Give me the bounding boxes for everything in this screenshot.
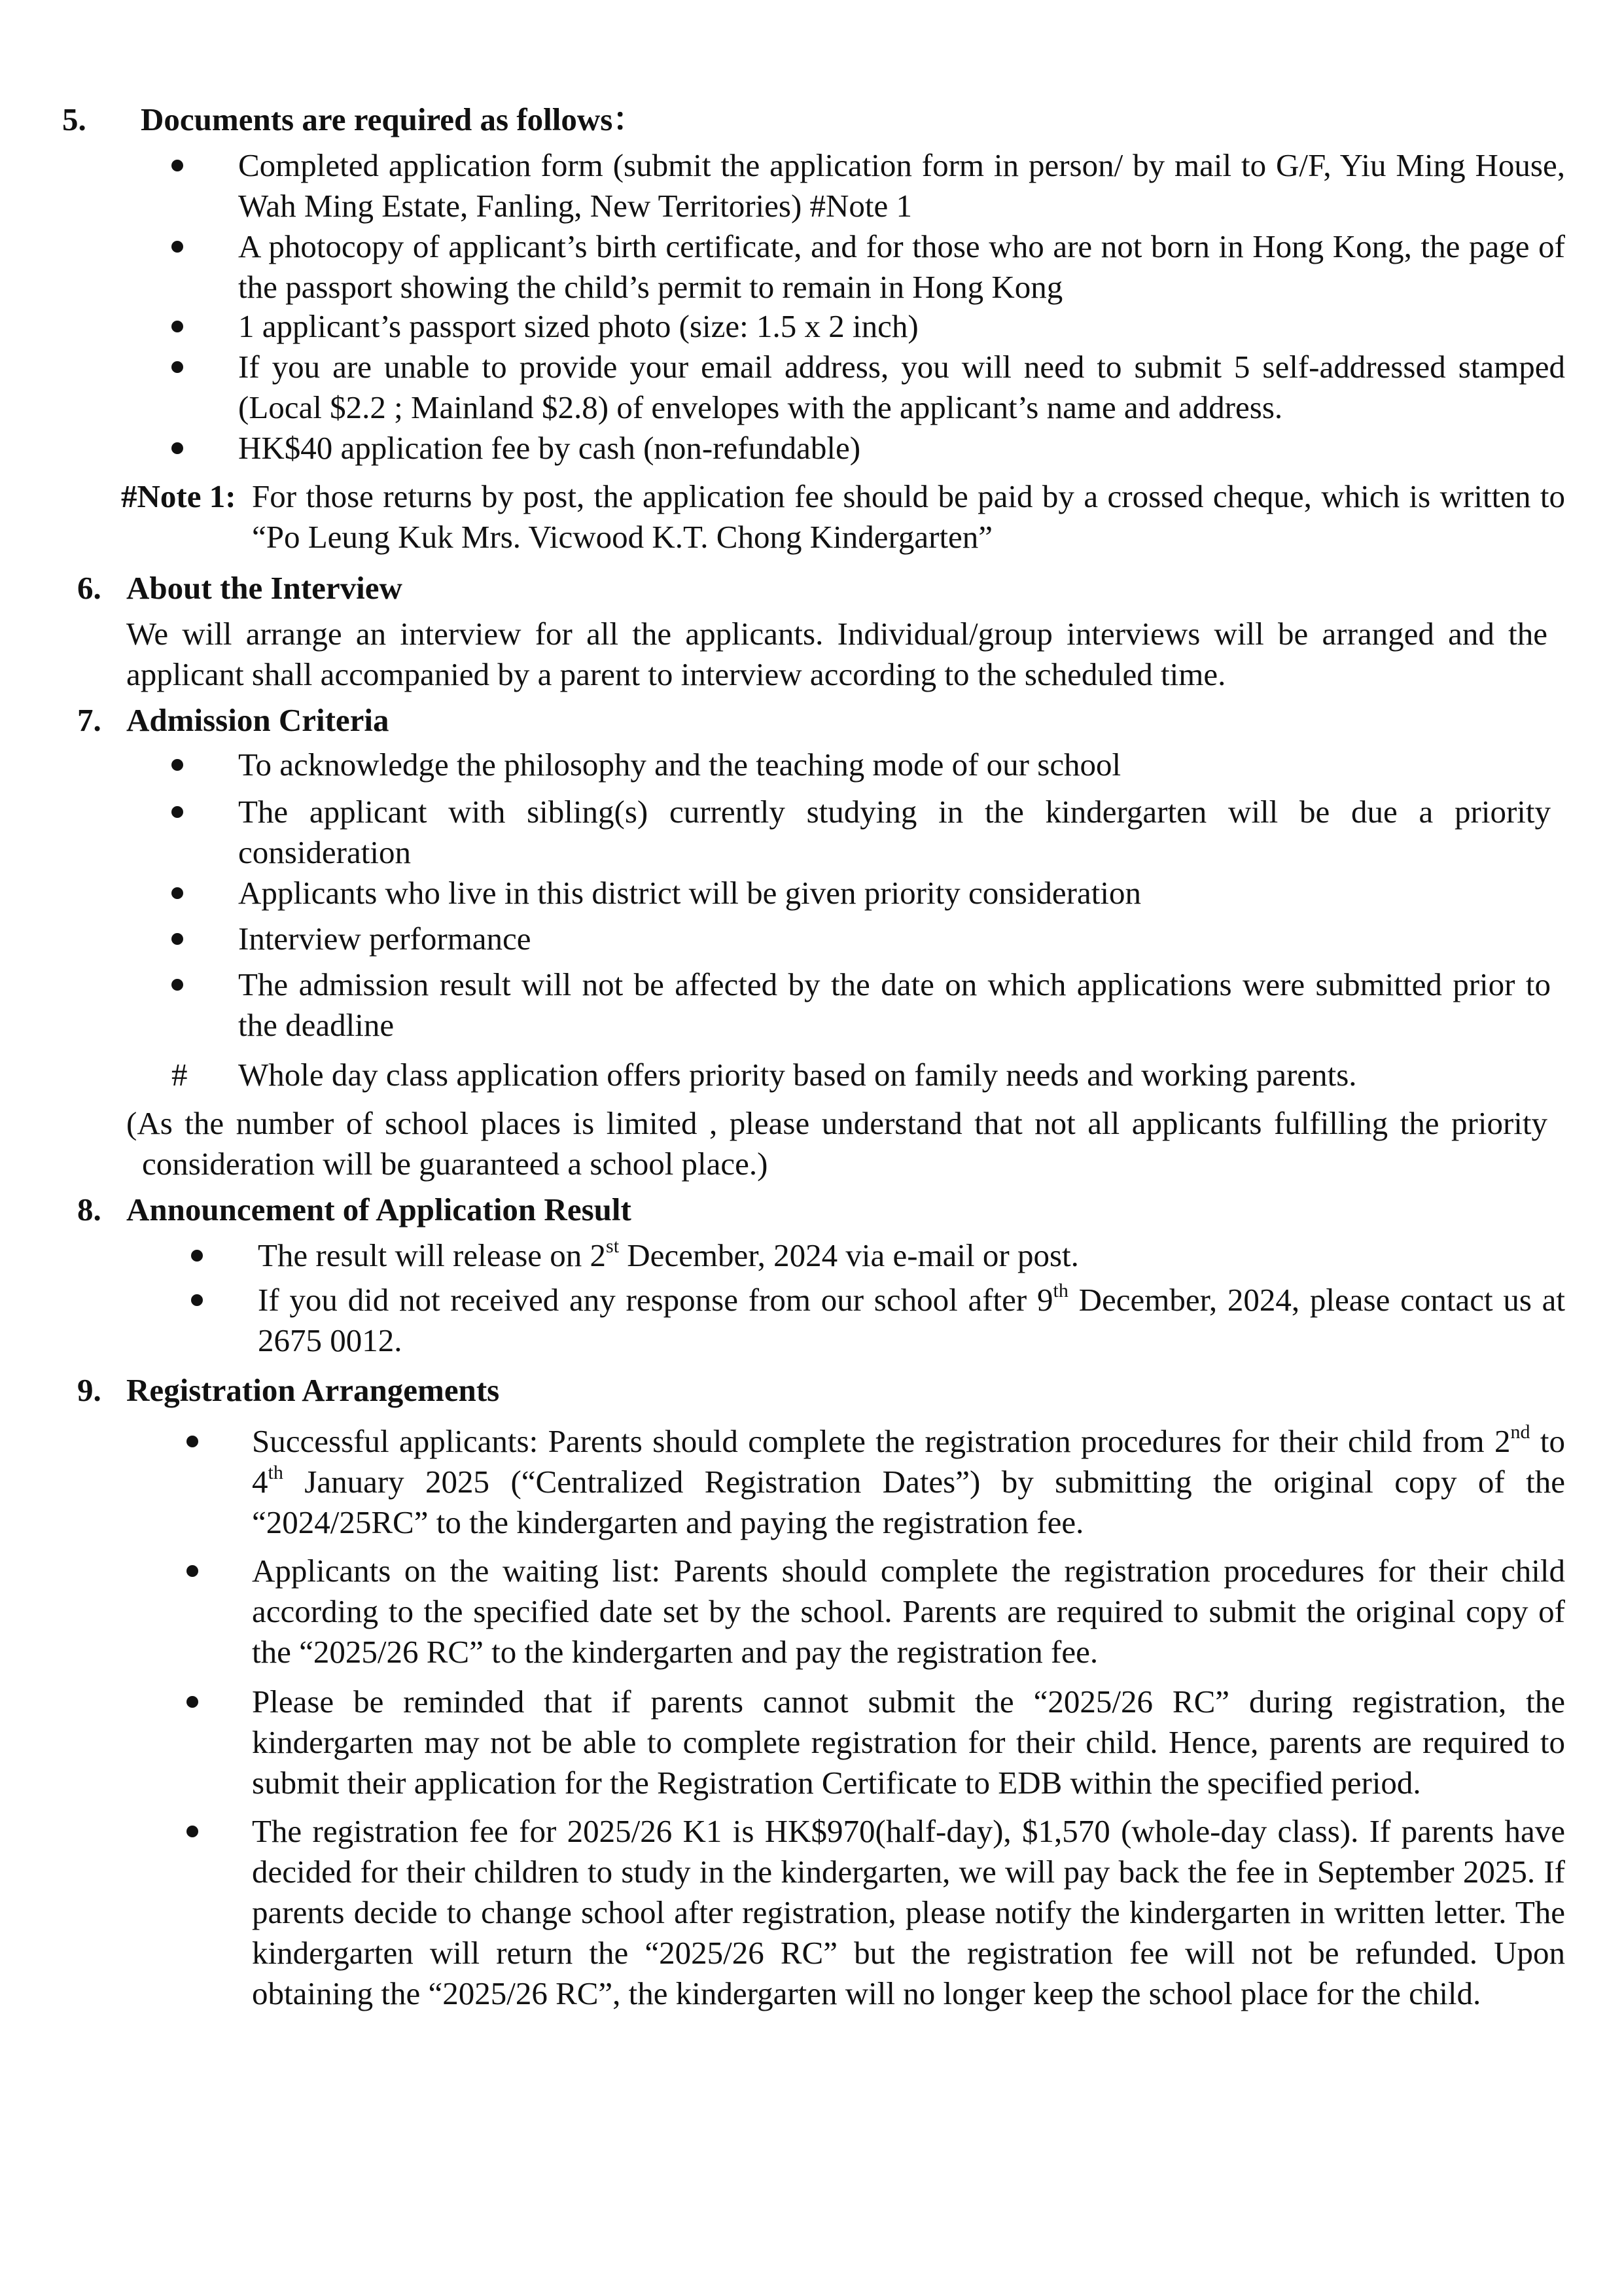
section-number: 5. <box>62 101 86 137</box>
section-title: Admission Criteria <box>126 702 389 738</box>
list-item-text: A photocopy of applicant’s birth certificate, and for those who are not born in Hong Kong, the page of the passport showing the child’s permit to remain in Hong Kong <box>238 228 1565 305</box>
list-item-text: Applicants who live in this district will be given priority consideration <box>238 875 1141 911</box>
section-number: 8. <box>77 1192 101 1227</box>
bullet-icon <box>171 979 183 991</box>
bullet-icon <box>191 1250 203 1262</box>
list-item-text: Please be reminded that if parents cannot submit the “2025/26 RC” during registration, the kindergarten may not be able to complete registration for their child. Hence, parents are required to submit their application for the Registration Certificate to EDB within the specified period. <box>252 1684 1565 1801</box>
whole-day-note-text: Whole day class application offers priority based on family needs and working parents. <box>238 1057 1357 1093</box>
bullet-icon <box>186 1696 198 1708</box>
list-item-text: Applicants on the waiting list: Parents should complete the registration procedures for their child according to the specified date set by the school. Parents are required to submit the original copy of the “2025/26 RC” to the kindergarten and pay the registration fee. <box>252 1553 1565 1670</box>
section-title: Announcement of Application Result <box>126 1192 631 1227</box>
list-item-text: 1 applicant’s passport sized photo (size: 1.5 x 2 inch) <box>238 308 919 344</box>
list-item-text: To acknowledge the philosophy and the teaching mode of our school <box>238 747 1121 783</box>
section-title: Documents are required as follows： <box>141 101 645 137</box>
section-5-heading <box>62 99 847 140</box>
note-label: #Note 1: <box>121 478 236 514</box>
section-7-heading <box>77 700 862 741</box>
section-title: Registration Arrangements <box>126 1372 500 1408</box>
places-remark <box>126 1103 1547 1184</box>
bullet-icon <box>186 1436 198 1447</box>
bullet-icon <box>171 160 183 171</box>
section-8-heading <box>77 1190 862 1230</box>
list-item-text: The applicant with sibling(s) currently studying in the kindergarten will be due a priority consideration <box>238 794 1551 870</box>
hash-symbol: # <box>171 1057 188 1093</box>
bullet-icon <box>171 442 183 454</box>
list-item-text: The result will release on 2st December, 2024 via e-mail or post. <box>258 1235 1079 1273</box>
bullet-icon <box>171 933 183 945</box>
list-item-text: Interview performance <box>238 921 531 957</box>
note-text: For those returns by post, the application fee should be paid by a crossed cheque, which is written to “Po Leung Kuk Mrs. Vicwood K.T. Chong Kindergarten” <box>252 478 1565 555</box>
places-remark-text: (As the number of school places is limited , please understand that not all applicants fulfilling the priority consideration will be guaranteed a school place.) <box>126 1105 1547 1182</box>
section-6-heading <box>77 568 862 609</box>
list-item-text: Successful applicants: Parents should complete the registration procedures for their child from 2nd to 4th January 2025 (“Centralized Registration Dates”) by submitting the original copy of the “2024/25RC” to the kindergarten and paying the registration fee. <box>252 1421 1565 1540</box>
list-item-text: The admission result will not be affected by the date on which applications were submitted prior to the deadline <box>238 966 1551 1043</box>
list-item-text: HK$40 application fee by cash (non-refundable) <box>238 430 861 466</box>
bullet-icon <box>171 887 183 899</box>
bullet-icon <box>171 361 183 373</box>
list-item-text: The registration fee for 2025/26 K1 is HK$970(half-day), $1,570 (whole-day class). If parents have decided for their children to study in the kindergarten, we will pay back the fee in September 2025. If parents decide to change school after registration, please notify the kindergarten in written letter. The kindergarten will return the “2025/26 RC” but the registration fee will not be refunded. Upon obtaining the “2025/26 RC”, the kindergarten will no longer keep the school place for the child. <box>252 1813 1565 2011</box>
bullet-icon <box>171 806 183 818</box>
section-title: About the Interview <box>126 570 402 606</box>
bullet-icon <box>191 1294 203 1306</box>
list-item-text: If you are unable to provide your email address, you will need to submit 5 self-addressed stamped (Local $2.2 ; Mainland $2.8) of envelopes with the applicant’s name and address. <box>238 349 1565 425</box>
list-item-text: Completed application form (submit the application form in person/ by mail to G/F, Yiu Ming House, Wah Ming Estate, Fanling, New Territories) #Note 1 <box>238 147 1565 224</box>
section-number: 9. <box>77 1372 101 1408</box>
section-9-heading <box>77 1370 862 1411</box>
section-number: 7. <box>77 702 101 738</box>
bullet-icon <box>186 1826 198 1837</box>
list-item-text: If you did not received any response from our school after 9th December, 2024, please contact us at 2675 0012. <box>258 1279 1566 1358</box>
bullet-icon <box>171 321 183 332</box>
bullet-icon <box>186 1565 198 1577</box>
section-number: 6. <box>77 570 101 606</box>
interview-paragraph: We will arrange an interview for all the applicants. Individual/group interviews will be arranged and the applicant shall accompanied by a parent to interview according to the scheduled time. <box>126 616 1547 692</box>
bullet-icon <box>171 241 183 253</box>
bullet-icon <box>171 759 183 771</box>
